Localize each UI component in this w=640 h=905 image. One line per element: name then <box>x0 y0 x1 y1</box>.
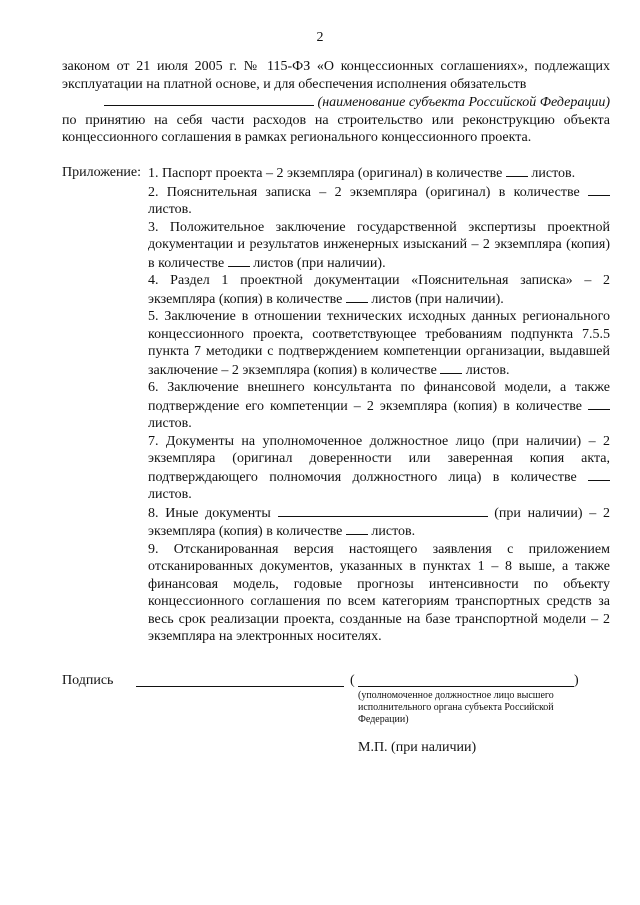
sheet-count-blank <box>440 361 462 374</box>
appendix-item-2-text: 2. Пояснительная записка – 2 экземпляра (оригинал) в количестве <box>148 184 580 200</box>
signature-line <box>136 686 344 687</box>
name-paren-open: ( <box>350 673 355 688</box>
page-number: 2 <box>316 30 324 45</box>
appendix-item-7-tail: листов. <box>148 487 192 502</box>
appendix-item-1-text: 1. Паспорт проекта – 2 экземпляра (оригинал) в количестве <box>148 166 503 181</box>
intro-line-obligations: по принятию на себя части расходов на строительство или реконструкцию объекта концессионного соглашения в рамках регионального концессионного проекта. <box>62 112 610 145</box>
name-paren-close: ) <box>574 673 579 688</box>
appendix-item-9-text: 9. Отсканированная версия настоящего заявления с приложением отсканированных документов, указанных в пунктах 1 – 8 выше, а также финансовая модель, годовые прогнозы интенсивности по объекту концессионного соглашения по всем категориям транспортных средств за весь срок реализации проекта, созданные на базе транспортной модели – 2 экземпляра на электронных носителях. <box>148 541 610 644</box>
sheet-count-blank <box>588 468 610 481</box>
intro-paragraph <box>62 58 610 147</box>
signature-caption: (уполномоченное должностное лицо высшего исполнительного органа субъекта Российской Федерации) <box>358 690 554 725</box>
sheet-count-blank <box>588 397 610 410</box>
appendix-item-5-tail: листов. <box>465 362 510 378</box>
appendix-item-5-text: 5. Заключение в отношении технических исходных данных регионального концессионного проекта, соответствующее требованиям подпункта 7.5.5 пункта 7 методики с подтверждением компетенции организации, выдавшей заключение – 2 экземпляра (копия) в количестве <box>148 309 610 378</box>
appendix-item-8-text: 8. Иные документы <box>148 505 271 521</box>
appendix-item-6 <box>148 379 610 433</box>
appendix-item-4-tail: листов (при наличии). <box>371 291 504 307</box>
appendix-item-4 <box>148 272 610 308</box>
subject-blank-line <box>104 93 314 106</box>
appendix-item-8-tail: листов. <box>371 524 416 539</box>
appendix-list <box>148 164 610 646</box>
appendix-item-2 <box>148 183 610 219</box>
sheet-count-blank <box>588 183 610 196</box>
other-documents-blank <box>278 504 488 517</box>
appendix-item-3-tail: листов (при наличии). <box>253 255 386 271</box>
appendix-item-8 <box>148 504 610 541</box>
sheet-count-blank <box>346 522 368 535</box>
intro-line-law: законом от 21 июля 2005 г. № 115-ФЗ «О концессионных соглашениях», подлежащих эксплуатации на платной основе, и для обеспечения исполнения обязательств <box>62 59 610 92</box>
intro-line-subject <box>62 93 610 112</box>
appendix-item-2-tail: листов. <box>148 202 192 217</box>
appendix-item-3 <box>148 219 610 273</box>
appendix-item-1-tail: листов. <box>531 166 576 181</box>
appendix-item-1 <box>148 164 610 183</box>
appendix-label: Приложение: <box>62 165 142 180</box>
sheet-count-blank <box>346 290 368 303</box>
subject-hint: (наименование субъекта Российской Федерации) <box>317 95 610 110</box>
appendix-item-3-text: 3. Положительное заключение государственной экспертизы проектной документации и результатов инженерных изысканий – 2 экземпляра (копия) в количестве <box>148 219 610 271</box>
sheet-count-blank <box>228 254 250 267</box>
appendix-item-5 <box>148 308 610 379</box>
appendix-item-7 <box>148 433 610 504</box>
appendix-item-9 <box>148 541 610 646</box>
appendix-item-6-text: 6. Заключение внешнего консультанта по финансовой модели, а также подтверждение его компетенции – 2 экземпляра (копия) в количестве <box>148 380 610 414</box>
name-line <box>358 686 574 687</box>
appendix-item-8-mid: (при наличии) – 2 экземпляра (копия) в количестве <box>148 505 610 539</box>
appendix-item-6-tail: листов. <box>148 416 192 431</box>
appendix-item-4-text: 4. Раздел 1 проектной документации «Пояснительная записка» – 2 экземпляра (копия) в количестве <box>148 273 610 307</box>
appendix-item-7-text: 7. Документы на уполномоченное должностное лицо (при наличии) – 2 экземпляра (оригинал доверенности или заверенная копия акта, подтверждающего полномочия должностного лица) в количестве <box>148 433 610 485</box>
seal-placeholder: М.П. (при наличии) <box>358 740 477 755</box>
sheet-count-blank <box>506 164 528 177</box>
signature-label: Подпись <box>62 673 114 688</box>
